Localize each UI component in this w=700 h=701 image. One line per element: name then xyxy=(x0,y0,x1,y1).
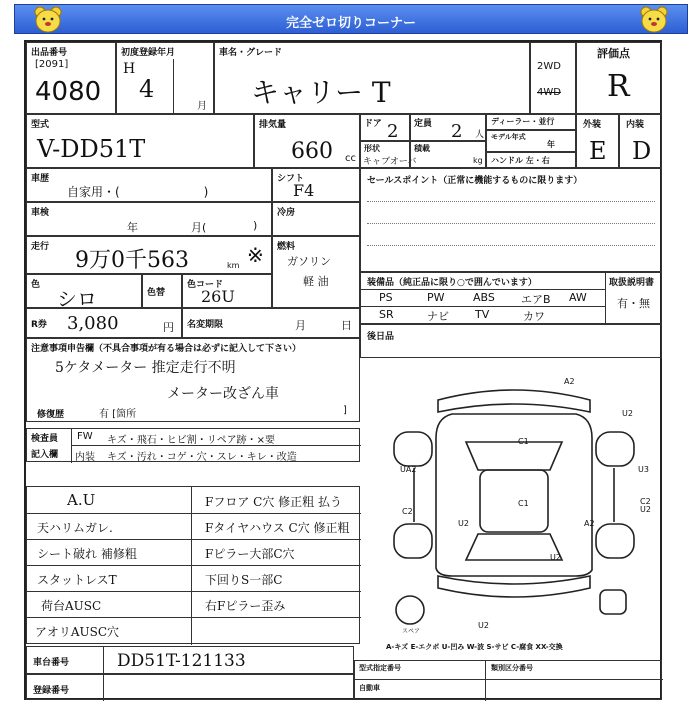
note-right-4: 下回りS一部C xyxy=(205,573,283,587)
recycle-unit: 円 xyxy=(163,321,174,334)
displacement-cell xyxy=(254,114,360,168)
type-designation-label: 型式指定番号 xyxy=(359,664,401,672)
registration-year: 4 xyxy=(139,75,155,103)
owner-manual-label: 取扱説明書 xyxy=(609,278,655,288)
equip-navi: ナビ xyxy=(427,310,449,323)
wheel-front-left xyxy=(394,524,432,558)
mileage-value: 9万0千563 xyxy=(75,248,189,273)
damage-legend: A-キズ E-エクボ U-凹み W-波 S-サビ C-腐食 XX-交換 xyxy=(386,643,563,651)
exterior-value: E xyxy=(589,137,607,165)
equip-leather: カワ xyxy=(523,310,545,323)
remarks-cell xyxy=(360,324,662,358)
shape-cell xyxy=(360,141,417,168)
mark-c2-right: C2 xyxy=(640,497,651,506)
mark-u3-right: U3 xyxy=(638,465,649,474)
mark-u2-bottom: U2 xyxy=(478,621,489,630)
color-code-label: 色コード xyxy=(187,280,224,290)
inspector-fw: FW xyxy=(77,431,93,442)
color-code-cell xyxy=(182,274,272,308)
mark-c1-rear: C1 xyxy=(518,437,529,446)
body-outline xyxy=(436,414,592,576)
capacity-label: 定員 xyxy=(414,119,433,129)
equip-sr: SR xyxy=(379,308,394,321)
model-cell xyxy=(26,114,254,168)
mark-u2-left: U2 xyxy=(458,519,469,528)
registration-month-unit: 月 xyxy=(197,101,207,112)
mark-u2-top-right: U2 xyxy=(622,409,633,418)
inspection-cell xyxy=(26,202,272,236)
mileage-unit: km xyxy=(227,261,240,270)
inspection-close: ) xyxy=(253,219,258,232)
chassis-cell xyxy=(26,646,354,674)
mark-u2-right: U2 xyxy=(640,505,651,514)
note-right-3: Fピラー大部C穴 xyxy=(205,547,295,561)
lot-sub: [2091] xyxy=(35,59,69,70)
interior-cell xyxy=(619,114,662,168)
note-left-1: A.U xyxy=(67,491,96,509)
equipment-cell xyxy=(360,272,662,324)
vehicle-label: 自動車 xyxy=(359,684,380,692)
model-year-label: モデル年式 xyxy=(491,133,526,141)
note-left-3: シート破れ 補修粗 xyxy=(37,547,137,561)
name-change-day: 日 xyxy=(341,319,352,332)
inspector-row1: キズ・飛石・ヒビ割・リペア跡・×要 xyxy=(107,435,275,446)
category-label: 類別区分番号 xyxy=(491,664,533,672)
mileage-label: 走行 xyxy=(31,242,50,252)
shape-value: キャブオーバ xyxy=(363,157,417,167)
car-name-value: キャリー T xyxy=(251,76,391,109)
inspector-cell xyxy=(26,428,360,462)
ac-cell xyxy=(272,202,360,236)
name-change-cell xyxy=(182,308,360,338)
paint-color-label: 色替 xyxy=(147,288,166,298)
roof-outline xyxy=(480,470,548,532)
note-right-2: Fタイヤハウス C穴 修正粗 xyxy=(205,521,350,535)
chassis-value: DD51T-121133 xyxy=(117,651,246,671)
paint-color-cell xyxy=(142,274,182,308)
equip-airbag: エアB xyxy=(521,293,551,306)
repair-close: ] xyxy=(343,405,347,416)
fuel-value: ガソリン xyxy=(287,255,331,268)
model-label: 型式 xyxy=(31,120,50,130)
rear-bumper-outline xyxy=(438,390,590,412)
note-right-5: 右Fピラー歪み xyxy=(205,599,286,613)
color-code-value: 26U xyxy=(201,287,235,306)
model-year-cell xyxy=(486,130,576,152)
drive-cell xyxy=(530,42,576,114)
displacement-value: 660 xyxy=(291,139,333,164)
equip-pw: PW xyxy=(427,291,445,304)
declaration-label: 注意事項申告欄（不具合事項が有る場合は必ずに記入して下さい） xyxy=(31,344,302,354)
displacement-label: 排気量 xyxy=(259,120,287,130)
mark-u2-front: U2 xyxy=(550,553,561,562)
mark-c1-roof: C1 xyxy=(518,499,529,508)
inspection-year-unit: 年 xyxy=(127,221,138,234)
mark-ua2-left: UA2 xyxy=(400,465,417,474)
lot-number: 4080 xyxy=(35,77,102,107)
wheel-front-right xyxy=(596,524,634,558)
usage-label: 車歴 xyxy=(31,174,50,184)
usage-value: 自家用・( ) xyxy=(67,185,209,199)
fuel-cell xyxy=(272,236,360,308)
sales-points-label: セールスポイント（正常に機能するものに限ります） xyxy=(367,176,583,186)
chassis-label: 車台番号 xyxy=(33,658,70,668)
load-cell xyxy=(410,141,486,168)
inspector-row2: キズ・汚れ・コゲ・穴・スレ・キレ・改造 xyxy=(107,452,297,463)
color-value: シロ xyxy=(57,287,97,311)
declaration-line2: メーター改ざん車 xyxy=(167,386,279,402)
exterior-label: 外装 xyxy=(583,120,602,130)
dealer-cell xyxy=(486,114,576,130)
shift-cell xyxy=(272,168,360,202)
dealer-label: ディーラー・並行 xyxy=(491,117,555,126)
color-label: 色 xyxy=(31,280,41,290)
shift-label: シフト xyxy=(277,174,305,184)
doors-cell xyxy=(360,114,410,141)
shift-value: F4 xyxy=(293,181,315,200)
wheel-rear-right xyxy=(596,432,634,466)
rear-window-outline xyxy=(466,442,562,470)
ac-label: 冷房 xyxy=(277,208,296,218)
banner xyxy=(14,4,688,34)
displacement-unit: cc xyxy=(345,153,356,164)
equip-tv: TV xyxy=(475,308,490,321)
owner-manual-value: 有・無 xyxy=(617,297,650,310)
note-left-4: スタットレスT xyxy=(37,573,117,587)
note-left-5: 荷台AUSC xyxy=(41,599,102,613)
front-bumper-outline xyxy=(438,576,590,597)
mark-spare: スペア xyxy=(402,628,421,635)
capacity-value: 2 xyxy=(451,121,463,142)
exterior-cell xyxy=(576,114,619,168)
note-left-2: 天ハリムガレ. xyxy=(37,521,113,535)
recycle-label: R券 xyxy=(31,320,47,330)
inspector-label2: 記入欄 xyxy=(31,450,59,460)
fuel-option: 軽 油 xyxy=(303,275,329,288)
remarks-label: 後日品 xyxy=(367,332,395,342)
type-designation-cell xyxy=(354,660,662,700)
registration-cell xyxy=(116,42,214,114)
repair-label: 修復歴 xyxy=(37,410,65,420)
rating-cell xyxy=(576,42,662,114)
inspection-month-unit: 月( xyxy=(191,221,207,234)
banner-title: 完全ゼロ切りコーナー xyxy=(285,16,416,31)
handle-cell xyxy=(486,152,576,168)
rating-label: 評価点 xyxy=(597,47,630,60)
windshield-outline xyxy=(466,534,562,560)
bear-mascot-icon-right xyxy=(637,5,671,33)
equip-ps: PS xyxy=(379,291,393,304)
declaration-line1: 5ケタメーター 推定走行不明 xyxy=(55,360,236,376)
interior-label: 内装 xyxy=(626,120,645,130)
name-change-month: 月 xyxy=(295,319,306,332)
drive-4wd: 4WD xyxy=(537,87,561,98)
vehicle-damage-diagram xyxy=(368,377,660,635)
rating-value: R xyxy=(607,69,630,104)
mileage-cell xyxy=(26,236,272,274)
equipment-label: 装備品（純正品に限り○で囲んでいます） xyxy=(367,278,537,288)
doors-label: ドア xyxy=(364,119,382,129)
mileage-mark: ※ xyxy=(247,243,264,267)
inspector-interior: 内装 xyxy=(75,452,95,463)
fuel-label: 燃料 xyxy=(277,242,296,252)
repair-value: 有 [箇所 xyxy=(99,409,137,420)
model-value: V-DD51T xyxy=(37,135,146,163)
name-change-label: 名変期限 xyxy=(187,320,224,330)
lot-label: 出品番号 xyxy=(31,48,68,58)
capacity-cell xyxy=(410,114,486,141)
declaration-cell xyxy=(26,338,360,422)
recycle-cell xyxy=(26,308,182,338)
notes-table xyxy=(26,486,360,644)
lot-cell xyxy=(26,42,116,114)
equip-abs: ABS xyxy=(473,291,495,304)
registration-label: 初度登録年月 xyxy=(121,48,176,58)
note-right-1: Fフロア C穴 修正粗 払う xyxy=(205,495,342,509)
model-year-unit: 年 xyxy=(547,140,555,149)
car-name-label: 車名・グレード xyxy=(219,48,283,58)
drive-2wd: 2WD xyxy=(537,61,561,72)
load-label: 積載 xyxy=(414,144,430,153)
inspector-label1: 検査員 xyxy=(31,434,59,444)
capacity-unit: 人 xyxy=(475,130,485,140)
reg-no-label: 登録番号 xyxy=(33,686,70,696)
registration-era: H xyxy=(123,61,136,77)
mark-a2-top: A2 xyxy=(564,377,575,386)
mark-c2-left: C2 xyxy=(402,507,413,516)
reg-no-cell xyxy=(26,674,354,700)
car-name-cell xyxy=(214,42,530,114)
equip-aw: AW xyxy=(569,291,587,304)
inspection-label: 車検 xyxy=(31,208,50,218)
sales-points-cell xyxy=(360,168,662,272)
load-unit: kg xyxy=(473,156,483,165)
interior-value: D xyxy=(632,137,652,165)
color-cell xyxy=(26,274,142,311)
shape-label: 形状 xyxy=(364,144,380,153)
recycle-value: 3,080 xyxy=(67,313,119,334)
mark-a2-right: A2 xyxy=(584,519,595,528)
handle-label: ハンドル 左・右 xyxy=(491,156,550,165)
doors-value: 2 xyxy=(387,121,399,142)
wheel-rear-left xyxy=(394,432,432,466)
note-left-6: アオリAUSC穴 xyxy=(35,625,120,639)
usage-cell xyxy=(26,168,272,202)
